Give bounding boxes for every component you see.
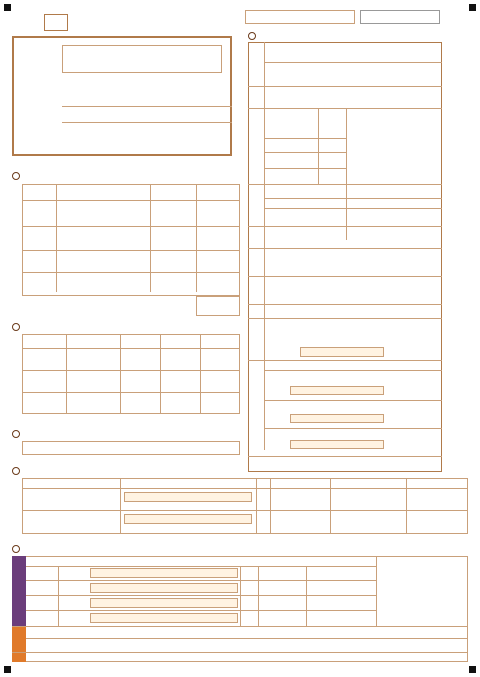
- dependent-id-input[interactable]: [290, 386, 384, 395]
- spouse-id-input[interactable]: [300, 347, 384, 357]
- registration-mark: [4, 4, 11, 11]
- residence-id-input[interactable]: [90, 598, 238, 608]
- residence-id-input[interactable]: [90, 583, 238, 593]
- registration-mark: [469, 666, 476, 673]
- section-marker: [12, 172, 20, 180]
- registration-mark: [469, 4, 476, 11]
- registration-mark: [4, 666, 11, 673]
- section-marker: [12, 467, 20, 475]
- residence-side: [12, 556, 26, 626]
- residence-id-input[interactable]: [90, 568, 238, 578]
- special-field[interactable]: [22, 441, 240, 455]
- employee-id-input[interactable]: [124, 514, 252, 524]
- employee-table: [22, 478, 468, 534]
- form-code-box: [360, 10, 440, 24]
- section-marker: [12, 430, 20, 438]
- business-side: [12, 626, 26, 662]
- deductions-table: [248, 42, 442, 472]
- employee-id-input[interactable]: [124, 492, 252, 502]
- total-box[interactable]: [196, 296, 240, 316]
- dependent-id-input[interactable]: [290, 414, 384, 423]
- section-marker: [248, 32, 256, 40]
- seiri-number-box[interactable]: [245, 10, 355, 24]
- postal-area: [62, 45, 222, 73]
- dependent-id-input[interactable]: [290, 440, 384, 449]
- section-marker: [12, 323, 20, 331]
- year-box[interactable]: [44, 14, 68, 31]
- residence-id-input[interactable]: [90, 613, 238, 623]
- section-marker: [12, 545, 20, 553]
- misc-income-table: [22, 334, 240, 414]
